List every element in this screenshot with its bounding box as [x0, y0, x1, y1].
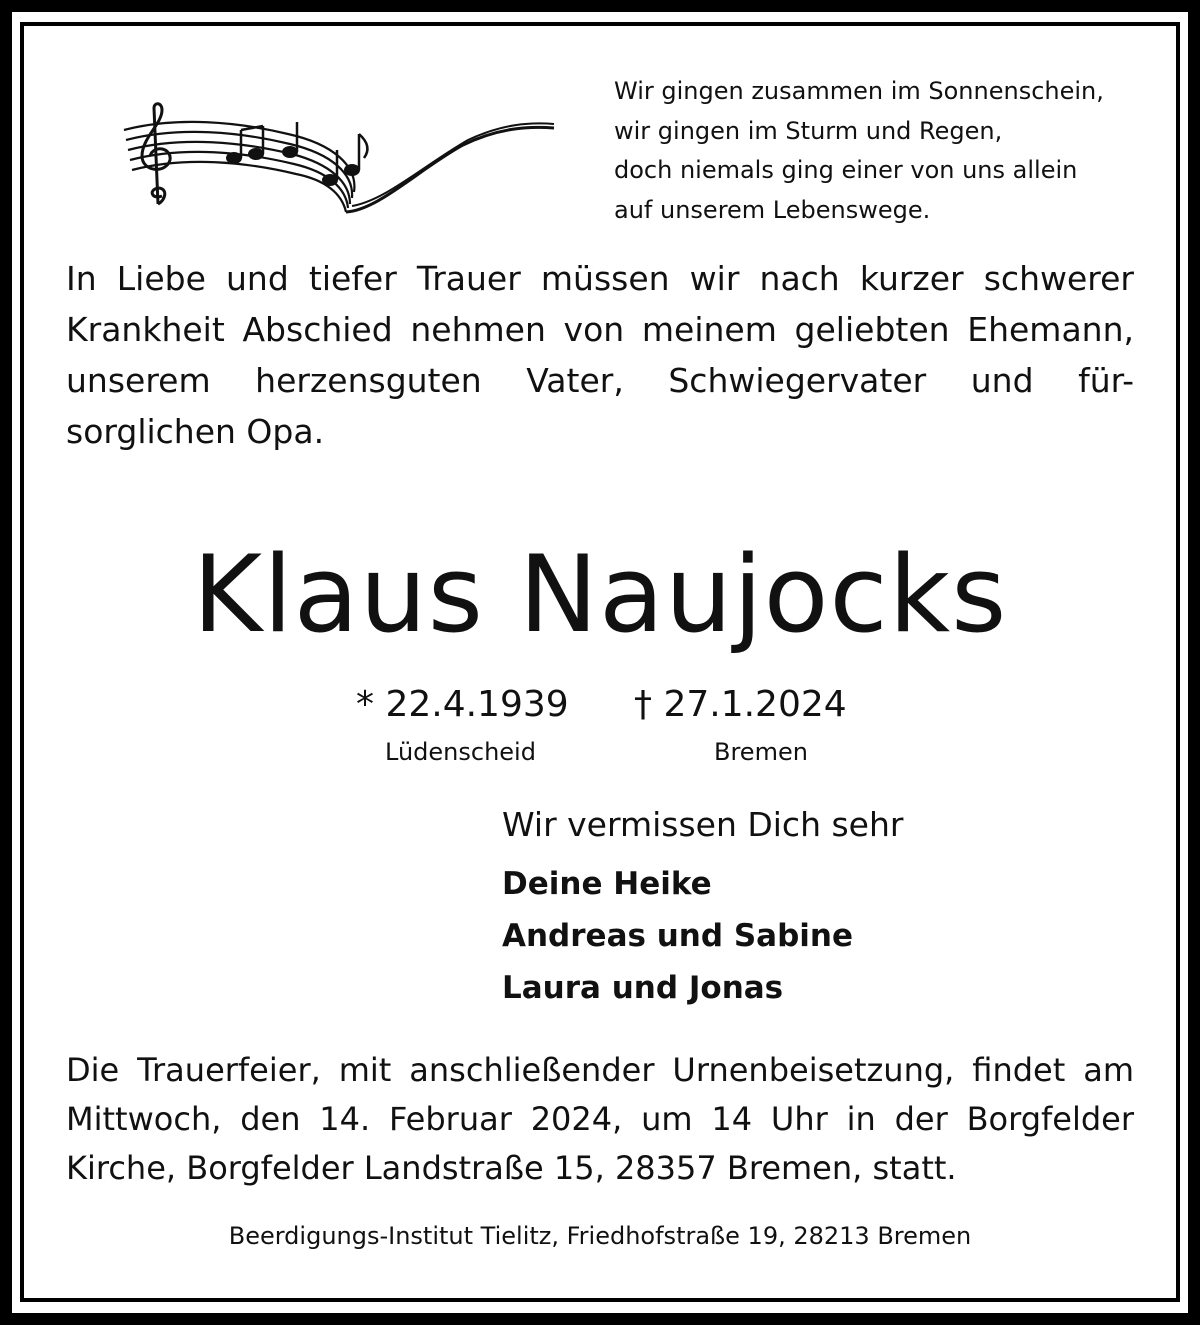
family-member: Deine Heike [502, 866, 712, 902]
poem-line: Wir gingen zusammen im Sonnenschein, [614, 77, 1104, 105]
family-member: Andreas und Sabine [502, 918, 854, 954]
deceased-name: Klaus Naujocks [192, 533, 1008, 656]
funeral-home: Beerdigungs-Institut Tielitz, Friedhofstraße 19, 28213 Bremen [228, 1222, 972, 1250]
music-notes-icon [118, 100, 558, 218]
death-date: † 27.1.2024 [634, 684, 847, 725]
family-member: Laura und Jonas [502, 970, 784, 1006]
service-line: Die Trauerfeier, mit anschließender Urnenbeisetzung, findet am [66, 1051, 1134, 1089]
intro-line: sorglichen Opa. [66, 412, 325, 451]
poem-line: wir gingen im Sturm und Regen, [614, 116, 1003, 145]
service-line: Mittwoch, den 14. Februar 2024, um 14 Uhr in der Borgfelder [66, 1100, 1134, 1138]
intro-line: unserem herzensguten Vater, Schwiegervater und für- [66, 361, 1134, 400]
birth-place: Lüdenscheid [385, 738, 536, 766]
intro-line: Krankheit Abschied nehmen von meinem geliebten Ehemann, [66, 310, 1134, 349]
service-line: Kirche, Borgfelder Landstraße 15, 28357 Bremen, statt. [66, 1149, 957, 1187]
service-text [66, 1046, 1134, 1193]
intro-line: In Liebe und tiefer Trauer müssen wir nach kurzer schwerer [66, 259, 1134, 298]
poem-line: auf unserem Lebenswege. [614, 195, 931, 224]
birth-date: * 22.4.1939 [356, 684, 569, 725]
intro-text [66, 253, 1134, 457]
poem [614, 72, 1154, 230]
poem-line: doch niemals ging einer von uns allein [614, 156, 1078, 184]
death-place: Bremen [714, 738, 808, 766]
miss-text: Wir vermissen Dich sehr [502, 805, 904, 844]
